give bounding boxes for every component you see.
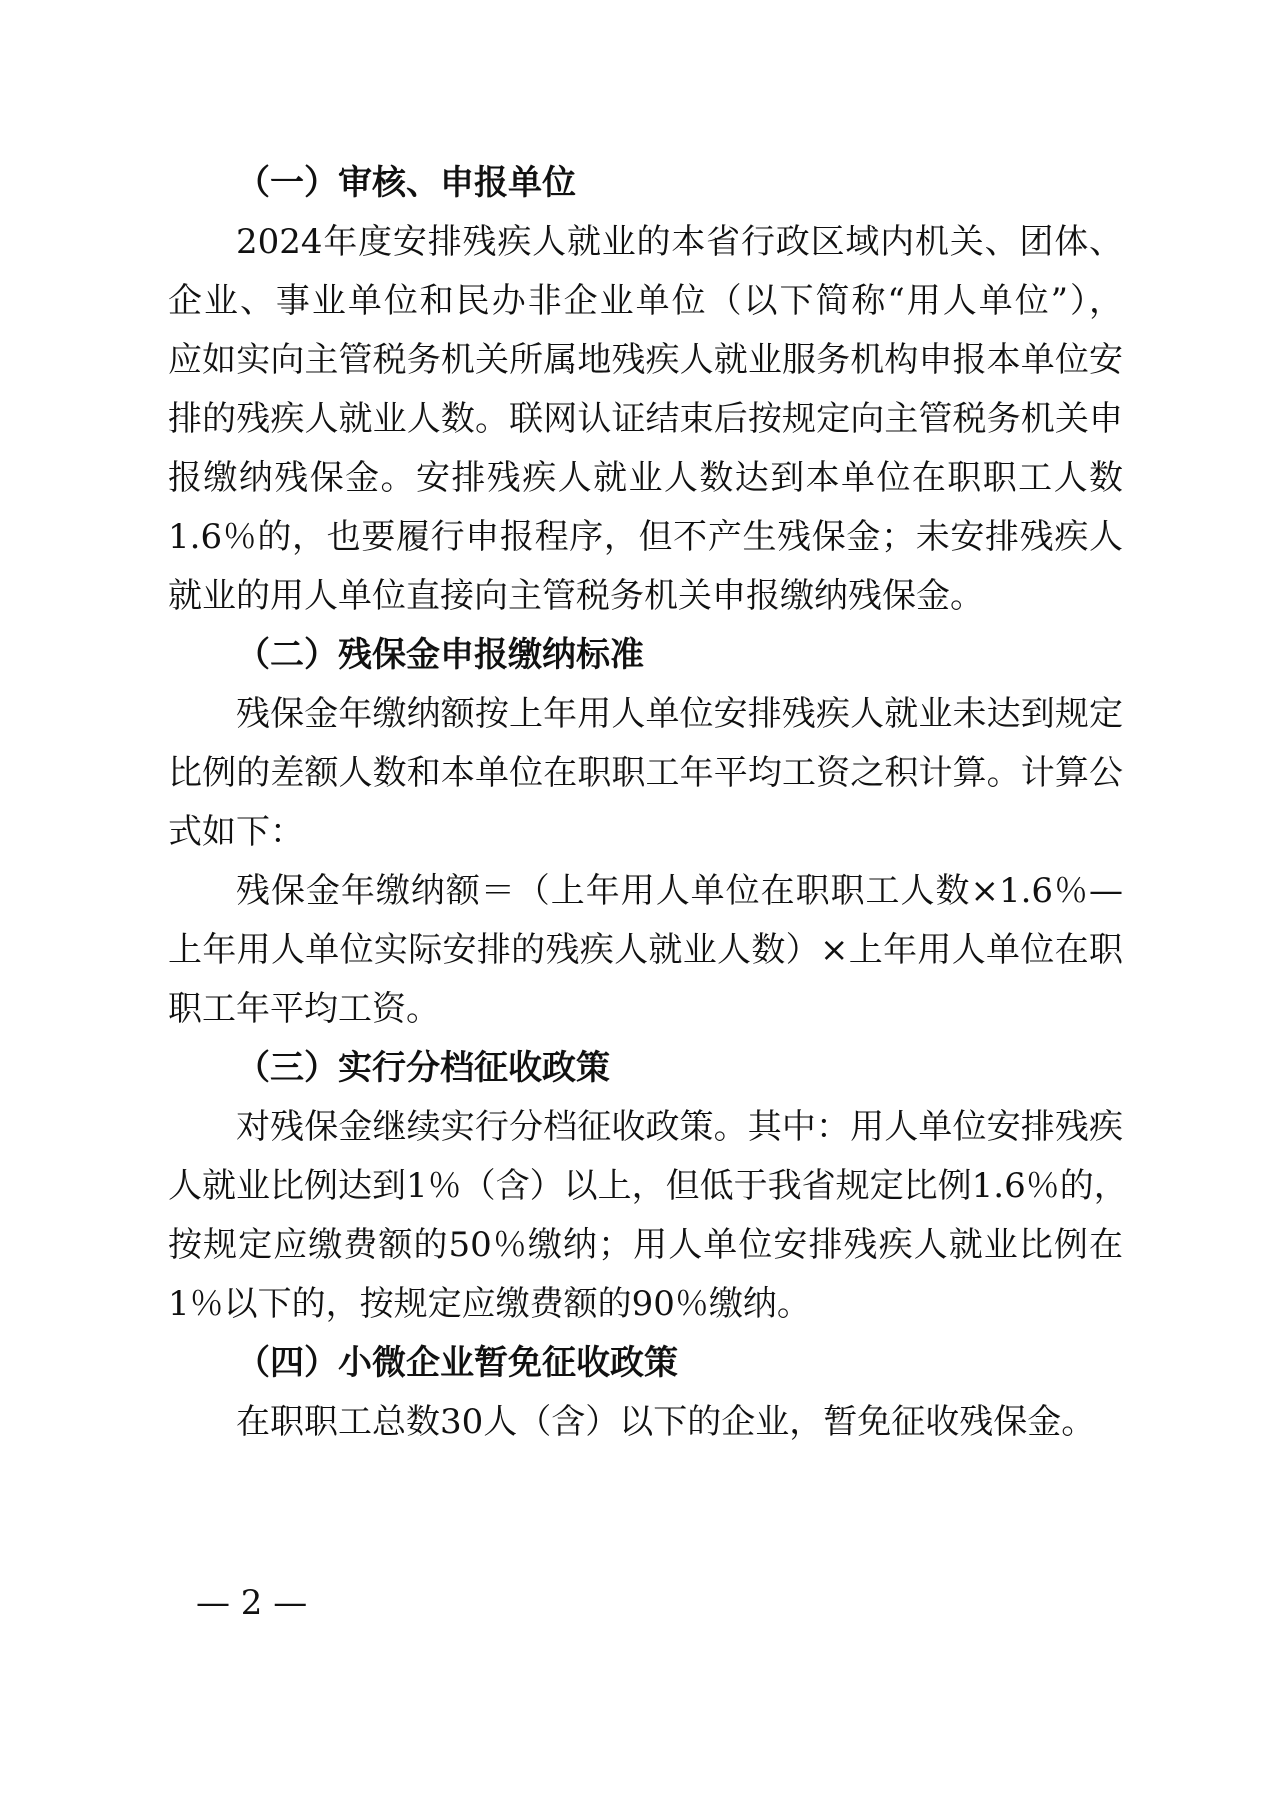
paragraph-line: 比例的差额人数和本单位在职职工年平均工资之积计算。计算公 bbox=[168, 753, 1123, 793]
paragraph-line: 2024年度安排残疾人就业的本省行政区域内机关、团体、 bbox=[236, 222, 1123, 262]
paragraph-line: 残保金年缴纳额按上年用人单位安排残疾人就业未达到规定 bbox=[236, 694, 1123, 734]
section-heading-1: （一）审核、申报单位 bbox=[236, 163, 576, 203]
formula-line: 上年用人单位实际安排的残疾人就业人数）×上年用人单位在职 bbox=[168, 930, 1123, 970]
paragraph-line: 应如实向主管税务机关所属地残疾人就业服务机构申报本单位安 bbox=[168, 340, 1123, 380]
section-heading-2: （二）残保金申报缴纳标准 bbox=[236, 635, 644, 675]
section-heading-4: （四）小微企业暂免征收政策 bbox=[236, 1343, 678, 1383]
paragraph-line: 按规定应缴费额的50％缴纳；用人单位安排残疾人就业比例在 bbox=[168, 1225, 1123, 1265]
paragraph-line: 对残保金继续实行分档征收政策。其中：用人单位安排残疾 bbox=[236, 1107, 1123, 1147]
paragraph-line: 在职职工总数30人（含）以下的企业，暂免征收残保金。 bbox=[236, 1402, 1096, 1442]
paragraph-line: 1.6％的，也要履行申报程序，但不产生残保金；未安排残疾人 bbox=[168, 517, 1123, 557]
page-number: — 2 — bbox=[196, 1583, 308, 1623]
formula-line: 残保金年缴纳额＝（上年用人单位在职职工人数×1.6％— bbox=[236, 871, 1123, 911]
paragraph-line: 报缴纳残保金。安排残疾人就业人数达到本单位在职职工人数 bbox=[168, 458, 1123, 498]
paragraph-line: 就业的用人单位直接向主管税务机关申报缴纳残保金。 bbox=[168, 576, 984, 616]
paragraph-line: 排的残疾人就业人数。联网认证结束后按规定向主管税务机关申 bbox=[168, 399, 1123, 439]
paragraph-line: 式如下： bbox=[168, 812, 304, 852]
section-heading-3: （三）实行分档征收政策 bbox=[236, 1048, 610, 1088]
formula-line: 职工年平均工资。 bbox=[168, 989, 440, 1029]
paragraph-line: 人就业比例达到1％（含）以上，但低于我省规定比例1.6％的， bbox=[168, 1166, 1128, 1206]
paragraph-line: 企业、事业单位和民办非企业单位（以下简称“用人单位”）， bbox=[168, 281, 1123, 321]
paragraph-line: 1％以下的，按规定应缴费额的90％缴纳。 bbox=[168, 1284, 811, 1324]
